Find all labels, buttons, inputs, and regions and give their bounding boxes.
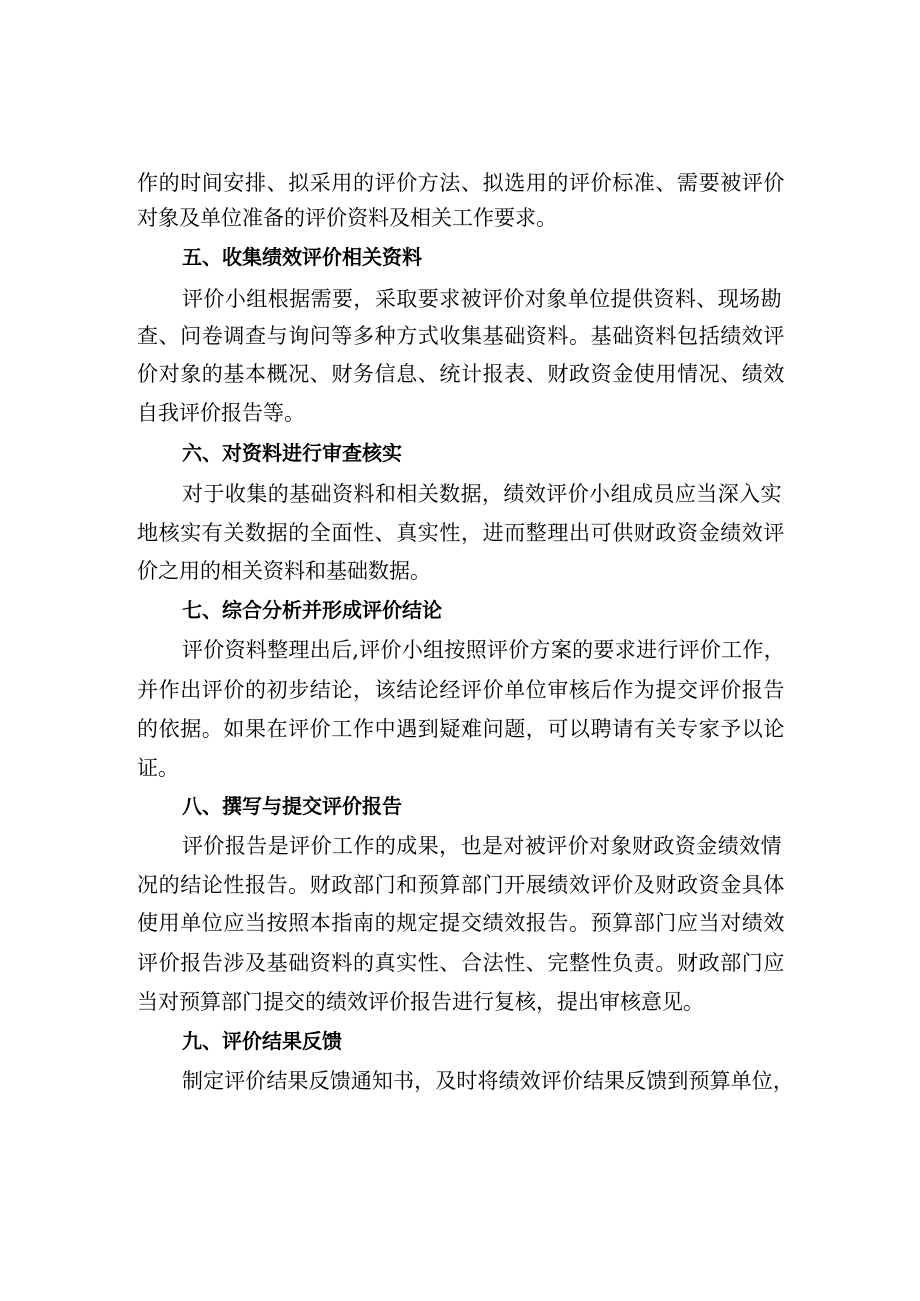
line-text: 作的时间安排、拟采用的评价方法、拟选用的评价标准、需要被评价 (137, 171, 785, 195)
heading-text: 七、综合分析并形成评价结论 (182, 598, 442, 622)
section-heading (0, 787, 920, 825)
heading-text: 九、评价结果反馈 (182, 1029, 342, 1053)
paragraph-line (0, 475, 920, 513)
section-heading (0, 1022, 920, 1060)
paragraph-line (0, 749, 920, 787)
paragraph-line (0, 866, 920, 904)
section-heading (0, 238, 920, 276)
paragraph-line (0, 631, 920, 669)
paragraph-line (0, 514, 920, 552)
paragraph-line (0, 199, 920, 237)
line-text: 对于收集的基础资料和相关数据，绩效评价小组成员应当深入实 (182, 482, 783, 506)
paragraph-line (0, 1062, 920, 1100)
paragraph-line (0, 944, 920, 982)
line-text: 评价报告是评价工作的成果，也是对被评价对象财政资金绩效情 (182, 834, 783, 858)
line-text: 查、问卷调查与询问等多种方式收集基础资料。基础资料包括绩效评 (137, 324, 785, 348)
heading-text: 八、撰写与提交评价报告 (182, 794, 402, 818)
heading-text: 六、对资料进行审查核实 (182, 441, 402, 465)
section-heading (0, 591, 920, 629)
paragraph-line (0, 394, 920, 432)
line-text: 的依据。如果在评价工作中遇到疑难问题，可以聘请有关专家予以论 (137, 717, 785, 741)
paragraph-line (0, 552, 920, 590)
line-text: 制定评价结果反馈通知书，及时将绩效评价结果反馈到预算单位， (182, 1069, 794, 1093)
paragraph-line (0, 983, 920, 1021)
line-text: 当对预算部门提交的绩效评价报告进行复核，提出审核意见。 (137, 990, 704, 1014)
paragraph-line (0, 317, 920, 355)
line-text: 评价小组根据需要，采取要求被评价对象单位提供资料、现场勘 (182, 287, 783, 311)
heading-text: 五、收集绩效评价相关资料 (182, 245, 422, 269)
line-text: 况的结论性报告。财政部门和预算部门开展绩效评价及财政资金具体 (137, 873, 785, 897)
paragraph-line (0, 164, 920, 202)
line-text: 对象及单位准备的评价资料及相关工作要求。 (137, 206, 557, 230)
paragraph-line (0, 671, 920, 709)
line-text: 证。 (137, 756, 179, 780)
line-text: 价之用的相关资料和基础数据。 (137, 559, 431, 583)
paragraph-line (0, 280, 920, 318)
line-text: 地核实有关数据的全面性、真实性，进而整理出可供财政资金绩效评 (137, 521, 785, 545)
paragraph-line (0, 710, 920, 748)
paragraph-line (0, 827, 920, 865)
line-text: 自我评价报告等。 (137, 401, 305, 425)
paragraph-line (0, 904, 920, 942)
line-text: 使用单位应当按照本指南的规定提交绩效报告。预算部门应当对绩效 (137, 911, 785, 935)
section-heading (0, 434, 920, 472)
line-text: 评价资料整理出后,评价小组按照评价方案的要求进行评价工作， (182, 638, 785, 662)
paragraph-line (0, 355, 920, 393)
line-text: 评价报告涉及基础资料的真实性、合法性、完整性负责。财政部门应 (137, 951, 785, 975)
line-text: 价对象的基本概况、财务信息、统计报表、财政资金使用情况、绩效 (137, 362, 785, 386)
line-text: 并作出评价的初步结论，该结论经评价单位审核后作为提交评价报告 (137, 678, 785, 702)
